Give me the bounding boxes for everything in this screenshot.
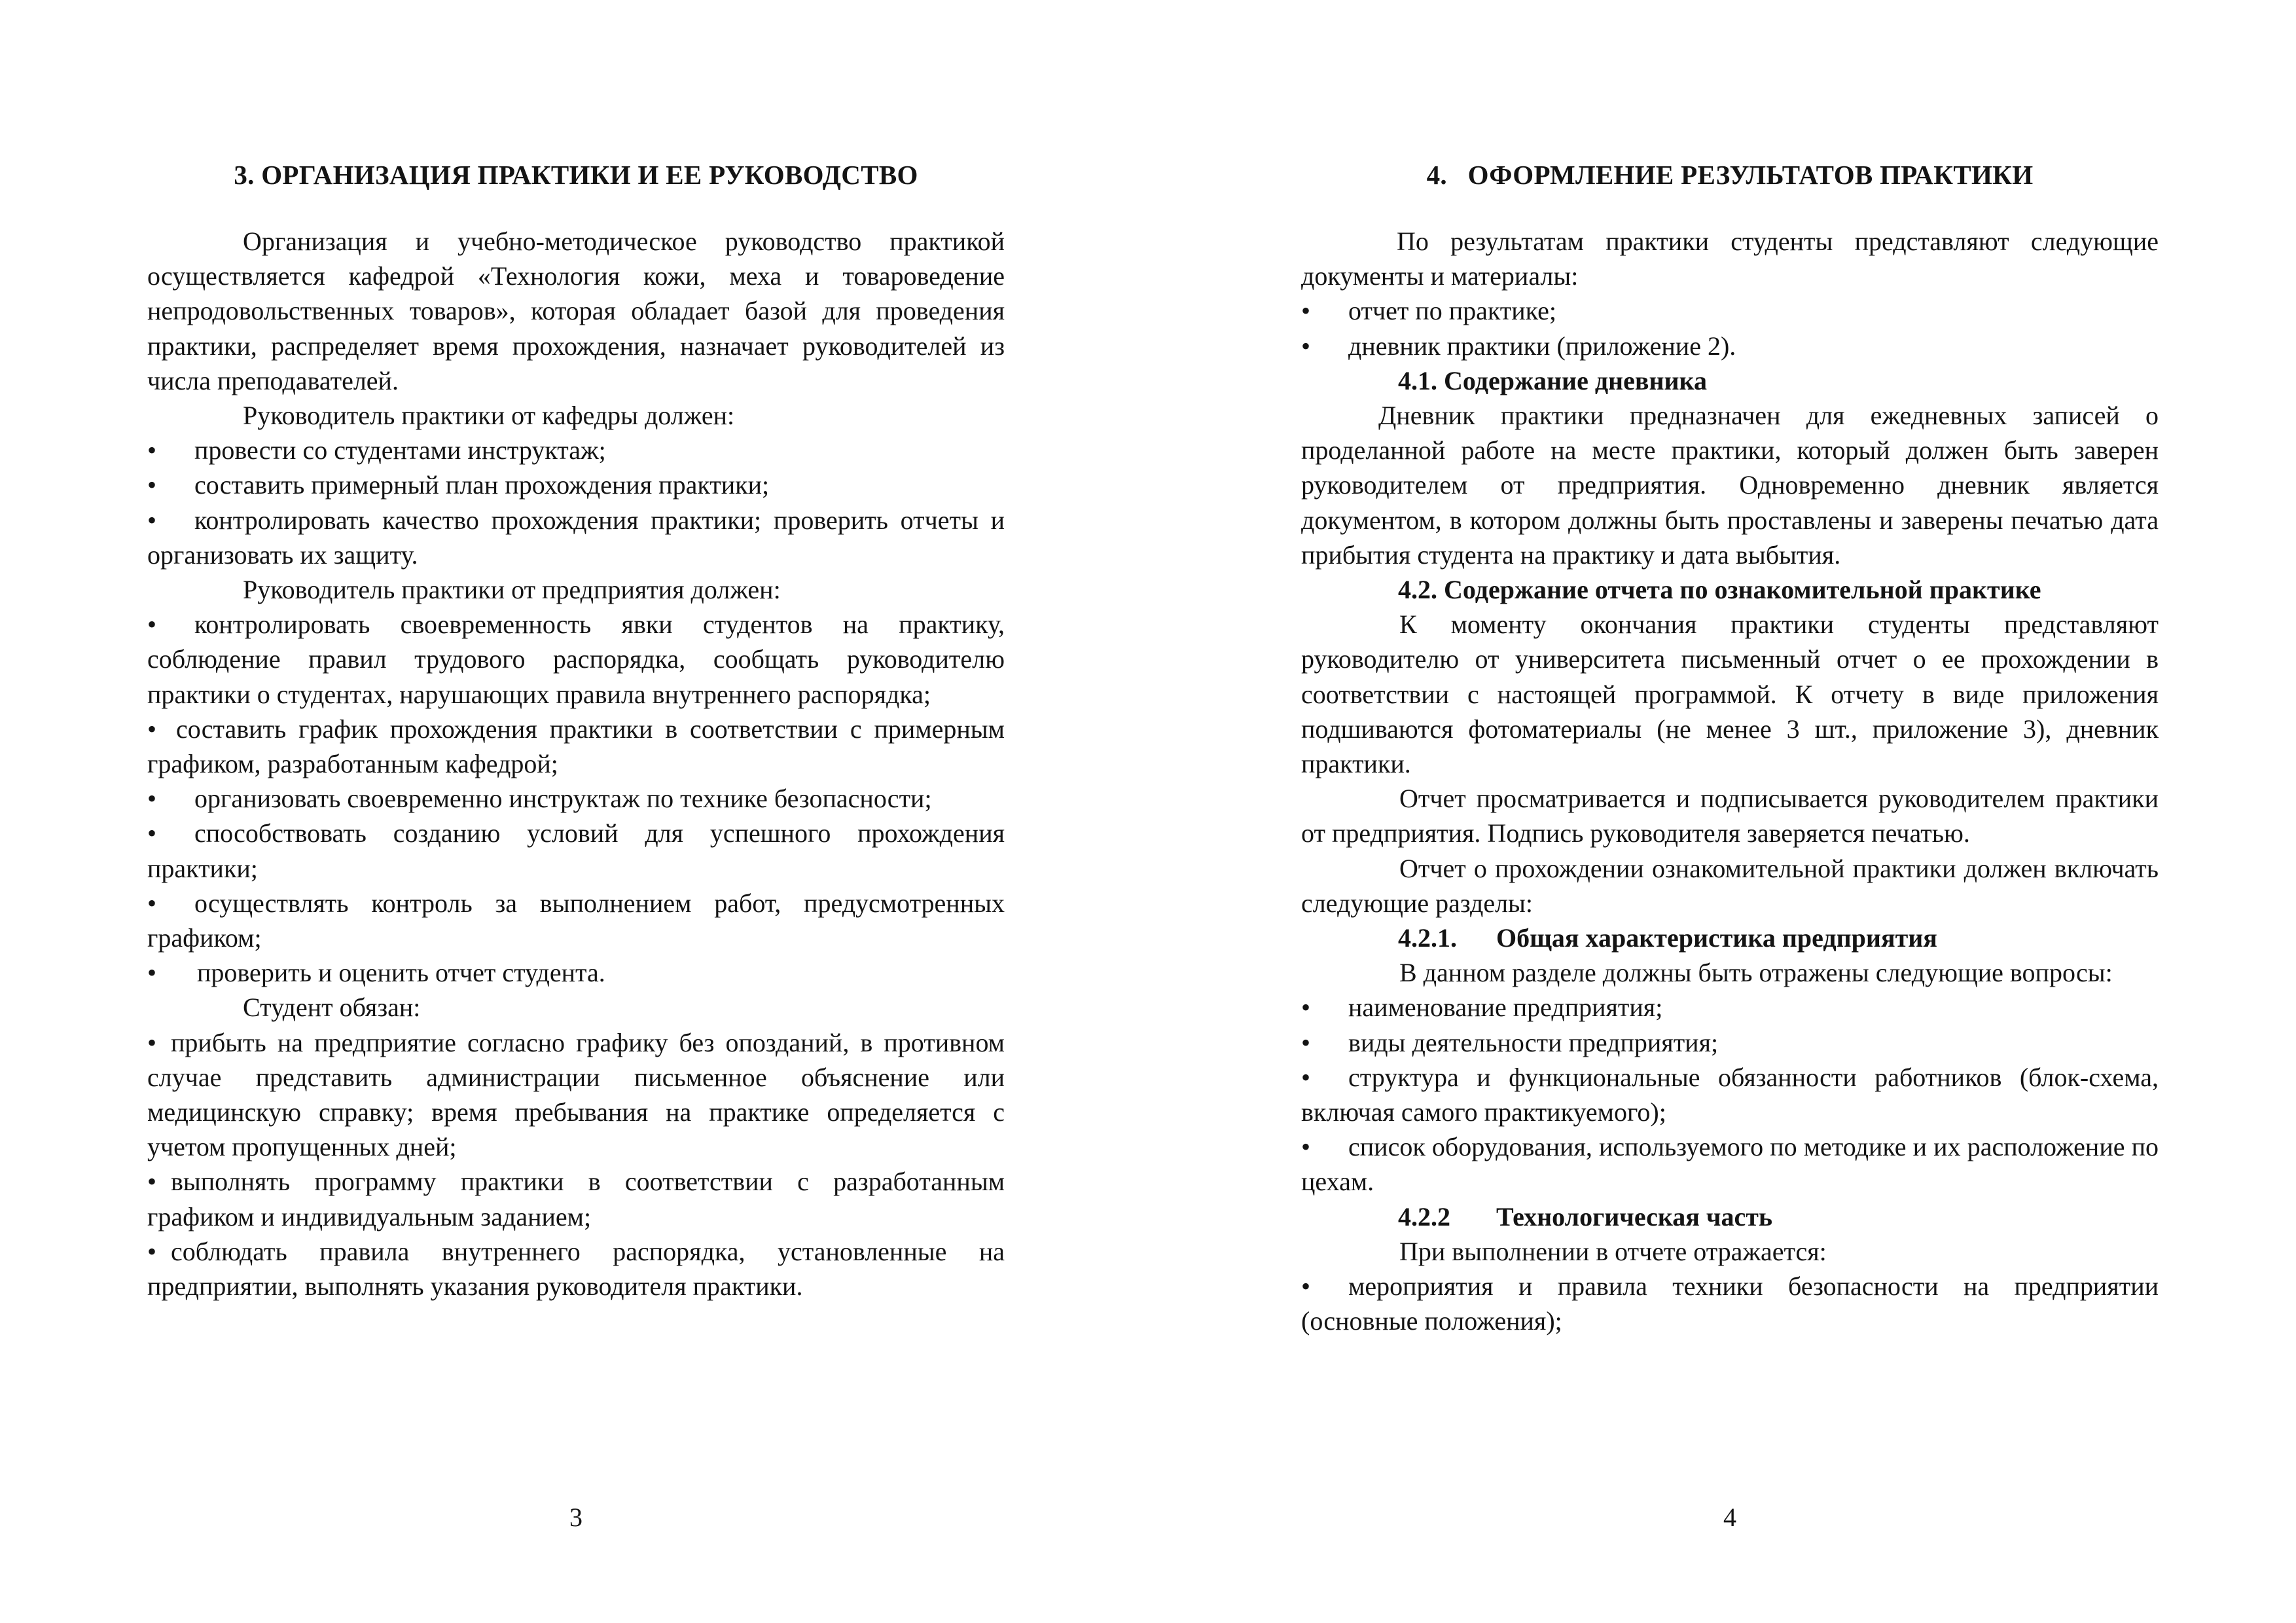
subsection-4-2-2-text: При выполнении в отчете отражается: xyxy=(1399,1236,1827,1266)
list-item: • осуществлять контроль за выполнением работ, предусмотренных графиком; xyxy=(147,888,1005,953)
list-item: • составить график прохождения практики в соответствии с примерным графиком, разработанным кафедрой; xyxy=(147,714,1005,779)
list-item: • отчет по практике; xyxy=(1301,296,1556,326)
subsection-4-2-para: К моменту окончания практики студенты представляют руководителю от университета письменный отчет о ее прохождении в соответствии с настоящей программой. К отчету в виде приложения подшиваются фотоматериалы (не менее 3 шт., приложение 3), дневник практики. xyxy=(1301,610,2159,779)
section-4-heading: 4. ОФОРМЛЕНИЕ РЕЗУЛЬТАТОВ ПРАКТИКИ xyxy=(1426,160,2034,190)
student-lead: Студент обязан: xyxy=(243,993,421,1023)
list-item: • контролировать своевременность явки студентов на практику, соблюдение правил трудового распорядка, сообщать руководителю практики о студентах, нарушающих правила внутреннего распорядка; xyxy=(147,610,1005,709)
list-item: • способствовать созданию условий для успешного прохождения практики; xyxy=(147,818,1005,883)
list-item: • провести со студентами инструктаж; xyxy=(147,435,606,465)
page-number: 3 xyxy=(569,1503,583,1532)
list-item: • контролировать качество прохождения практики; проверить отчеты и организовать их защиту. xyxy=(147,505,1005,570)
list-item: • выполнять программу практики в соответствии с разработанным графиком и индивидуальным заданием; xyxy=(147,1167,1005,1231)
list-item: • список оборудования, используемого по методике и их расположение по цехам. xyxy=(1301,1132,2159,1197)
page-3-body xyxy=(147,224,1005,1304)
list-item: • проверить и оценить отчет студента. xyxy=(147,958,605,988)
subsection-4-2-title: 4.2. Содержание отчета по ознакомительной практике xyxy=(1398,575,2041,605)
section-4-intro: По результатам практики студенты представляют следующие документы и материалы: xyxy=(1301,227,2159,291)
subsection-4-2-para: Отчет просматривается и подписывается руководителем практики от предприятия. Подпись руководителя заверяется печатью. xyxy=(1301,784,2159,848)
list-item: • соблюдать правила внутреннего распорядка, установленные на предприятии, выполнять указания руководителя практики. xyxy=(147,1236,1005,1302)
subsection-4-2-2-title: 4.2.2 Технологическая часть xyxy=(1398,1201,1773,1231)
list-item: • дневник практики (приложение 2). xyxy=(1301,331,1736,361)
section-3-intro: Организация и учебно-методическое руководство практикой осуществляется кафедрой «Технология кожи, меха и товароведение непродовольственных товаров», которая обладает базой для проведения практики, распределяет время прохождения, назначает руководителей из числа преподавателей. xyxy=(147,227,1005,395)
list-item: • организовать своевременно инструктаж по технике безопасности; xyxy=(147,784,932,814)
subsection-4-2-1-text: В данном разделе должны быть отражены следующие вопросы: xyxy=(1399,958,2113,988)
page-4 xyxy=(1301,0,2159,1623)
enterprise-lead: Руководитель практики от предприятия должен: xyxy=(243,575,781,605)
subsection-4-2-para: Отчет о прохождении ознакомительной практики должен включать следующие разделы: xyxy=(1301,853,2159,918)
section-3-heading: 3. ОРГАНИЗАЦИЯ ПРАКТИКИ И ЕЕ РУКОВОДСТВО xyxy=(234,160,918,190)
subsection-4-1-title: 4.1. Содержание дневника xyxy=(1398,365,1707,395)
subsection-4-1-text: Дневник практики предназначен для ежедневных записей о проделанной работе на месте практики, который должен быть заверен руководителем от предприятия. Одновременно дневник является документом, в котором должны быть проставлены и заверены печатью дата прибытия студента на практику и дата выбытия. xyxy=(1301,401,2159,570)
list-item: • виды деятельности предприятия; xyxy=(1301,1027,1719,1057)
list-item: • структура и функциональные обязанности работников (блок-схема, включая самого практикуемого); xyxy=(1301,1062,2159,1127)
page-4-body xyxy=(1301,224,2159,1339)
page-3 xyxy=(147,0,1005,1623)
list-item: • прибыть на предприятие согласно графику без опозданий, в противном случае представить администрации письменное объяснение или медицинскую справку; время пребывания на практике определяется с учетом пропущенных дней; xyxy=(147,1027,1005,1162)
page-number: 4 xyxy=(1723,1503,1736,1532)
list-item: • составить примерный план прохождения практики; xyxy=(147,470,770,500)
subsection-4-2-1-title: 4.2.1. Общая характеристика предприятия xyxy=(1398,923,1937,953)
dept-lead: Руководитель практики от кафедры должен: xyxy=(243,401,735,431)
list-item: • наименование предприятия; xyxy=(1301,993,1663,1023)
list-item: • мероприятия и правила техники безопасности на предприятии (основные положения); xyxy=(1301,1271,2159,1336)
